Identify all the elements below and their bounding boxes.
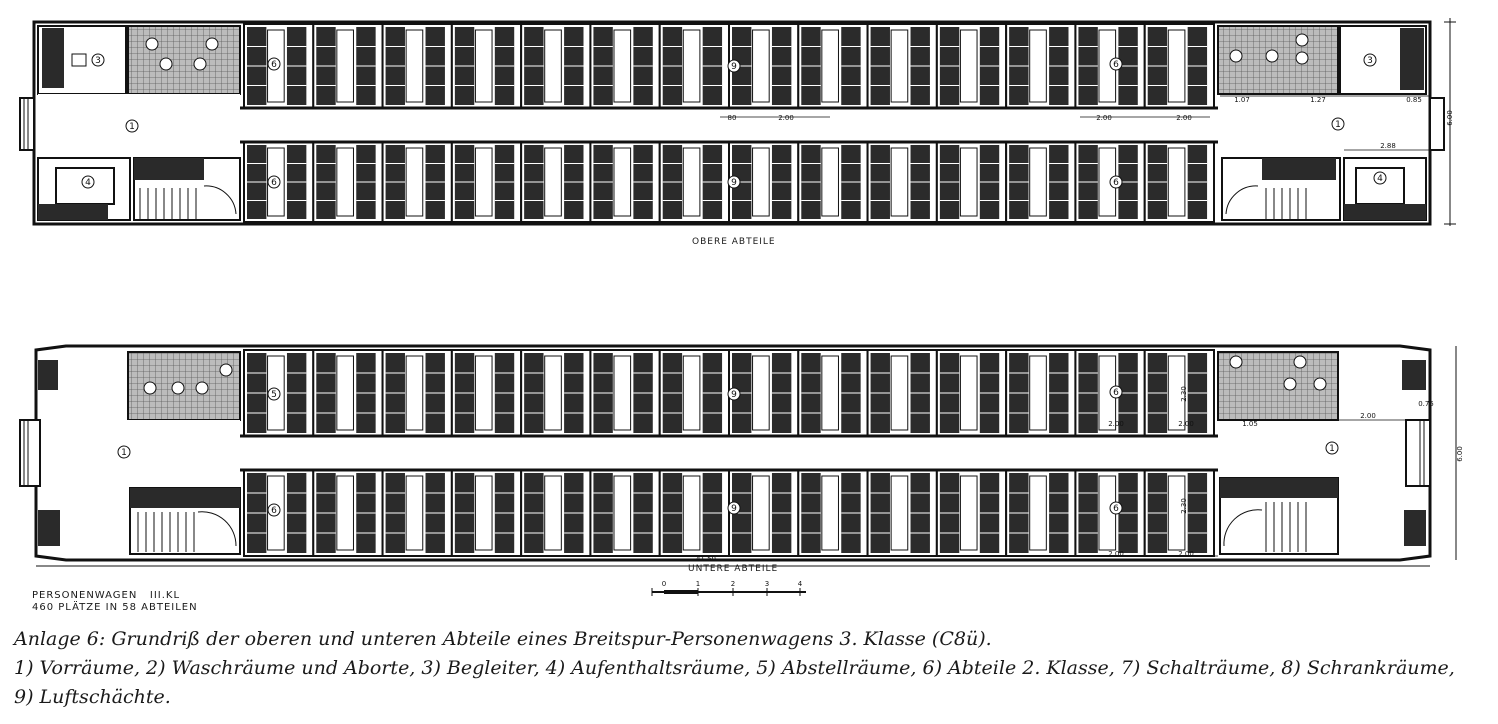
svg-text:1: 1: [121, 448, 127, 458]
svg-text:9: 9: [731, 504, 737, 514]
upper-compartment: [313, 142, 382, 222]
upper-compartment: [452, 24, 521, 108]
lower-compartment: [590, 470, 659, 556]
lower-compartment: [660, 350, 729, 436]
svg-text:0.75: 0.75: [1418, 400, 1434, 408]
lower-compartment: [452, 470, 521, 556]
upper-compartment: [521, 24, 590, 108]
svg-text:2.00: 2.00: [1178, 550, 1194, 558]
caption-line-3: 9) Luftschächte.: [14, 686, 171, 708]
upper-compartment: [590, 24, 659, 108]
svg-text:2.00: 2.00: [1178, 420, 1194, 428]
svg-text:2.88: 2.88: [1380, 142, 1396, 150]
upper-deck-plan: [20, 18, 1456, 226]
caption-line-1: Anlage 6: Grundriß der oberen und unteren Abteile eines Breitspur-Personenwagens 3. Klasse (C8ü).: [14, 628, 992, 650]
svg-text:9: 9: [731, 178, 737, 188]
lower-compartment: [313, 350, 382, 436]
lower-compartment: [729, 470, 798, 556]
svg-text:2.00: 2.00: [1096, 114, 1112, 122]
svg-text:3: 3: [95, 56, 101, 66]
upper-compartment: [798, 24, 867, 108]
svg-text:1.07: 1.07: [1234, 96, 1250, 104]
lower-compartment: [590, 350, 659, 436]
upper-compartment: [937, 24, 1006, 108]
upper-compartment: [590, 142, 659, 222]
upper-compartment: [868, 24, 937, 108]
scale-labels: [662, 580, 803, 588]
lower-compartment: [1006, 350, 1075, 436]
svg-text:4: 4: [85, 178, 91, 188]
svg-text:1.05: 1.05: [1242, 420, 1258, 428]
upper-compartment: [1145, 142, 1214, 222]
caption-line-2: 1) Vorräume, 2) Waschräume und Aborte, 3) Begleiter, 4) Aufenthaltsräume, 5) Abstellräume, 6) Abteile 2. Klasse, 7) Schalträume, 8) Schrankräume,: [14, 657, 1455, 679]
svg-text:2.00: 2.00: [1176, 114, 1192, 122]
lower-left-vestibule: [40, 420, 240, 480]
upper-compartment: [1006, 142, 1075, 222]
lower-compartment: [313, 470, 382, 556]
upper-compartment: [452, 142, 521, 222]
upper-compartment: [660, 142, 729, 222]
lower-compartment: [660, 470, 729, 556]
svg-text:41.50: 41.50: [695, 555, 717, 563]
svg-text:80: 80: [727, 114, 737, 122]
lower-compartment: [521, 350, 590, 436]
car-title: PERSONENWAGEN III.KL: [32, 590, 181, 601]
lower-compartment: [798, 470, 867, 556]
svg-text:2.30: 2.30: [1180, 498, 1188, 514]
upper-compartment: [1145, 24, 1214, 108]
lower-compartment: [868, 350, 937, 436]
lower-compartment: [383, 350, 452, 436]
upper-left-washroom: [128, 26, 240, 94]
svg-text:6: 6: [1113, 388, 1119, 398]
svg-text:9: 9: [731, 390, 737, 400]
svg-text:2.00: 2.00: [1108, 420, 1124, 428]
lower-compartment: [452, 350, 521, 436]
svg-text:1: 1: [1329, 444, 1335, 454]
upper-compartment: [798, 142, 867, 222]
lower-compartment: [521, 470, 590, 556]
svg-text:6: 6: [271, 506, 277, 516]
scale-bar: [652, 588, 806, 596]
upper-compartment: [521, 142, 590, 222]
car-capacity: 460 PLÄTZE IN 58 ABTEILEN: [32, 602, 198, 613]
svg-text:6.00: 6.00: [1456, 446, 1464, 462]
svg-text:2.00: 2.00: [1108, 550, 1124, 558]
upper-compartment: [937, 142, 1006, 222]
svg-text:2.00: 2.00: [1360, 412, 1376, 420]
svg-text:6: 6: [271, 60, 277, 70]
lower-compartment: [1006, 470, 1075, 556]
svg-text:2.00: 2.00: [778, 114, 794, 122]
svg-text:4: 4: [797, 580, 803, 588]
svg-text:1.27: 1.27: [1310, 96, 1326, 104]
svg-text:6: 6: [1113, 504, 1119, 514]
svg-text:2.30: 2.30: [1180, 386, 1188, 402]
svg-text:6: 6: [1113, 60, 1119, 70]
svg-text:3: 3: [764, 580, 770, 588]
svg-text:6: 6: [271, 178, 277, 188]
lower-compartment: [383, 470, 452, 556]
svg-text:6.00: 6.00: [1446, 110, 1454, 126]
upper-left-vestibule: [38, 94, 240, 156]
room-number-markers: [82, 54, 1386, 516]
lower-deck-label: UNTERE ABTEILE: [688, 564, 779, 574]
upper-compartment: [383, 142, 452, 222]
svg-text:6: 6: [1113, 178, 1119, 188]
lower-deck-plan: [20, 346, 1456, 566]
upper-compartment: [313, 24, 382, 108]
svg-text:9: 9: [731, 62, 737, 72]
upper-compartment: [383, 24, 452, 108]
svg-text:4: 4: [1377, 174, 1383, 184]
lower-compartment: [937, 350, 1006, 436]
svg-text:5: 5: [271, 390, 277, 400]
svg-text:0.85: 0.85: [1406, 96, 1422, 104]
svg-text:3: 3: [1367, 56, 1373, 66]
upper-compartment: [1006, 24, 1075, 108]
upper-compartment: [868, 142, 937, 222]
svg-text:1: 1: [129, 122, 135, 132]
upper-deck-label: OBERE ABTEILE: [692, 237, 776, 247]
lower-compartment: [798, 350, 867, 436]
svg-text:0: 0: [661, 580, 667, 588]
svg-text:2: 2: [730, 580, 736, 588]
lower-compartment: [868, 470, 937, 556]
svg-text:1: 1: [695, 580, 701, 588]
upper-compartment: [660, 24, 729, 108]
lower-compartment: [937, 470, 1006, 556]
lower-compartment: [1075, 470, 1144, 556]
svg-text:1: 1: [1335, 120, 1341, 130]
lower-compartment-row-bottom: [244, 470, 1214, 556]
